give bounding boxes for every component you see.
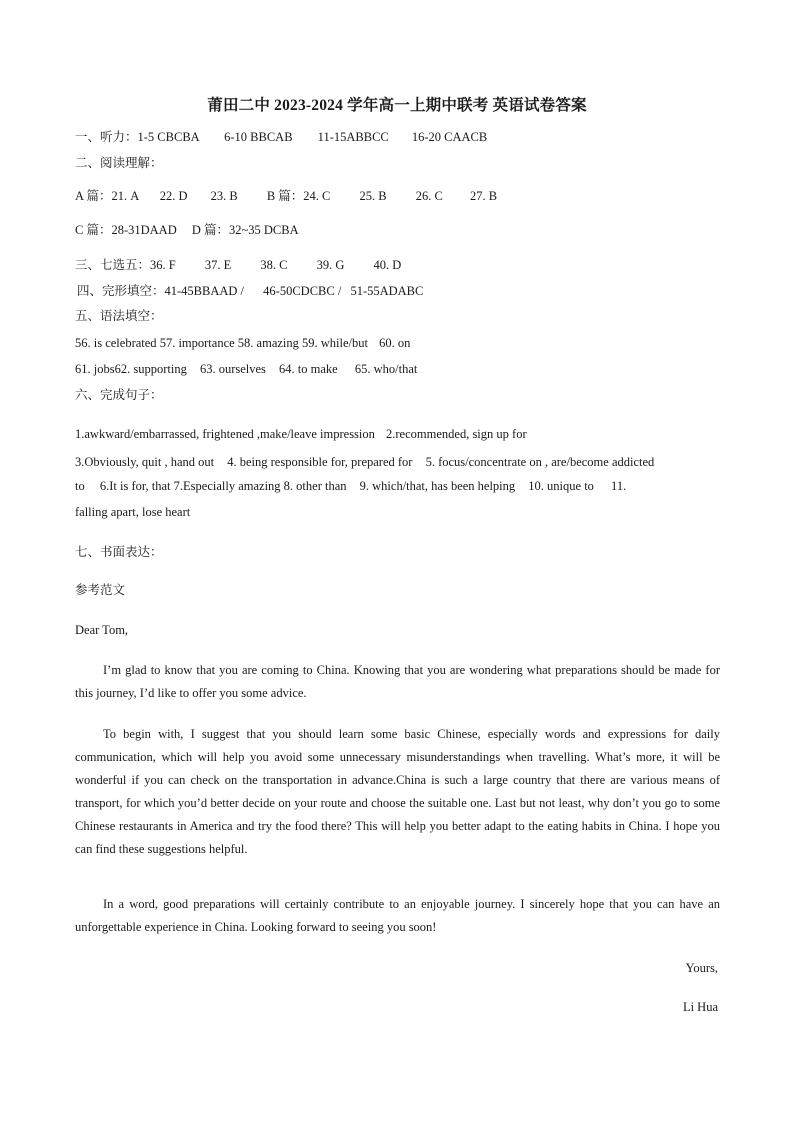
cloze-answer-3: 51-55ADABC: [350, 284, 424, 298]
answer-57: 57. importance: [159, 336, 235, 350]
listening-section: [75, 129, 487, 145]
listening-label: 一、听力：: [75, 130, 138, 144]
answer-38: 38. C: [260, 258, 288, 272]
passage-a-answers: A 篇：21. A: [75, 189, 139, 203]
answer-61: 61. jobs: [75, 362, 115, 376]
grammar-line-2: [75, 361, 417, 377]
answer-60: 60. on: [379, 336, 411, 350]
letter-greeting: Dear Tom,: [75, 623, 129, 637]
writing-label: 七、书面表达：: [75, 545, 163, 559]
sentence-answer-5-cont: to: [75, 479, 85, 493]
grammar-line-1: [75, 335, 410, 351]
sentences-line-1: [75, 426, 527, 442]
answer-25: 25. B: [359, 189, 387, 203]
answer-37: 37. E: [204, 258, 232, 272]
sentence-answer-2: 2.recommended, sign up for: [386, 427, 527, 441]
answer-23: 23. B: [210, 189, 238, 203]
sentence-answer-1: 1.awkward/embarrassed, frightened ,make/leave impression: [75, 427, 375, 441]
sentence-answer-6-8: 6.It is for, that 7.Especially amazing 8. other than: [99, 479, 347, 493]
sentence-answer-9: 9. which/that, has been helping: [359, 479, 516, 493]
sentences-line-3: [75, 478, 626, 494]
sentence-answer-10: 10. unique to: [528, 479, 594, 493]
answer-22: 22. D: [159, 189, 188, 203]
reading-label: 二、阅读理解：: [75, 156, 163, 170]
listening-answer-3: 11-15ABBCC: [317, 130, 389, 144]
answer-56: 56. is celebrated: [75, 336, 157, 350]
listening-answer-2: 6-10 BBCAB: [224, 130, 293, 144]
grammar-label: 五、语法填空：: [75, 309, 163, 323]
answer-63: 63. ourselves: [199, 362, 266, 376]
passage-d-answers: D 篇：32~35 DCBA: [191, 223, 299, 237]
answer-65: 65. who/that: [354, 362, 418, 376]
seven-label: 三、七选五：: [75, 258, 151, 272]
answer-26: 26. C: [415, 189, 443, 203]
sentences-line-4: falling apart, lose heart: [75, 505, 191, 519]
answer-40: 40. D: [373, 258, 402, 272]
letter-signature: Li Hua: [682, 1000, 718, 1014]
page-title: 莆田二中 2023-2024 学年高一上期中联考 英语试卷答案: [207, 97, 587, 114]
sentence-answer-4: 4. being responsible for, prepared for: [227, 455, 413, 469]
answer-58: 58. amazing: [237, 336, 299, 350]
cloze-label: 四、完形填空：: [77, 284, 165, 298]
sentences-label: 六、完成句子：: [75, 388, 163, 402]
essay-paragraph-2: To begin with, I suggest that you should learn some basic Chinese, especially words and expressions for daily communication, which will help you avoid some unnecessary misunderstandings when travelling. What’s more, it will be wonderful if you can check on the transportation in advance.China is such a large country that there are various means of transport, for which you’d better decide on your route and choose the suitable one. Last but not least, why don’t you go to some Chinese restaurants in America and try the food there? This will help you better adapt to the eating habits in China. I hope you can find these suggestions helpful.: [75, 727, 720, 856]
essay-paragraph-1: I’m glad to know that you are coming to China. Knowing that you are wondering what preparations should be made for this journey, I’d like to offer you some advice.: [75, 663, 720, 700]
answer-36: 36. F: [150, 258, 176, 272]
answer-64: 64. to make: [279, 362, 338, 376]
sentence-answer-5: 5. focus/concentrate on , are/become addicted: [425, 455, 655, 469]
reading-line-1: [75, 188, 497, 204]
passage-b-answers: B 篇：24. C: [266, 189, 331, 203]
sentences-line-2: [75, 454, 654, 470]
listening-answer-1: 1-5 CBCBA: [137, 130, 199, 144]
essay-paragraph-3: In a word, good preparations will certainly contribute to an enjoyable journey. I sincerely hope that you can have an unforgettable experience in China. Looking forward to seeing you soon!: [75, 897, 720, 934]
cloze-section: [77, 283, 423, 299]
cloze-answer-2: 46-50CDCBC /: [263, 284, 342, 298]
cloze-answer-1: 41-45BBAAD /: [164, 284, 245, 298]
seven-choose-five-section: [75, 257, 401, 273]
passage-c-answers: C 篇：28-31DAAD: [75, 223, 177, 237]
reading-line-2: [75, 222, 299, 238]
reference-essay-label: 参考范文: [75, 583, 126, 597]
answer-62: 62. supporting: [114, 362, 187, 376]
sentence-answer-3: 3.Obviously, quit , hand out: [75, 455, 215, 469]
sentence-answer-11: 11.: [611, 479, 627, 493]
letter-closing: Yours,: [685, 961, 718, 975]
answer-39: 39. G: [316, 258, 345, 272]
answer-27: 27. B: [469, 189, 498, 203]
answer-59: 59. while/but: [302, 336, 368, 350]
listening-answer-4: 16-20 CAACB: [411, 130, 488, 144]
